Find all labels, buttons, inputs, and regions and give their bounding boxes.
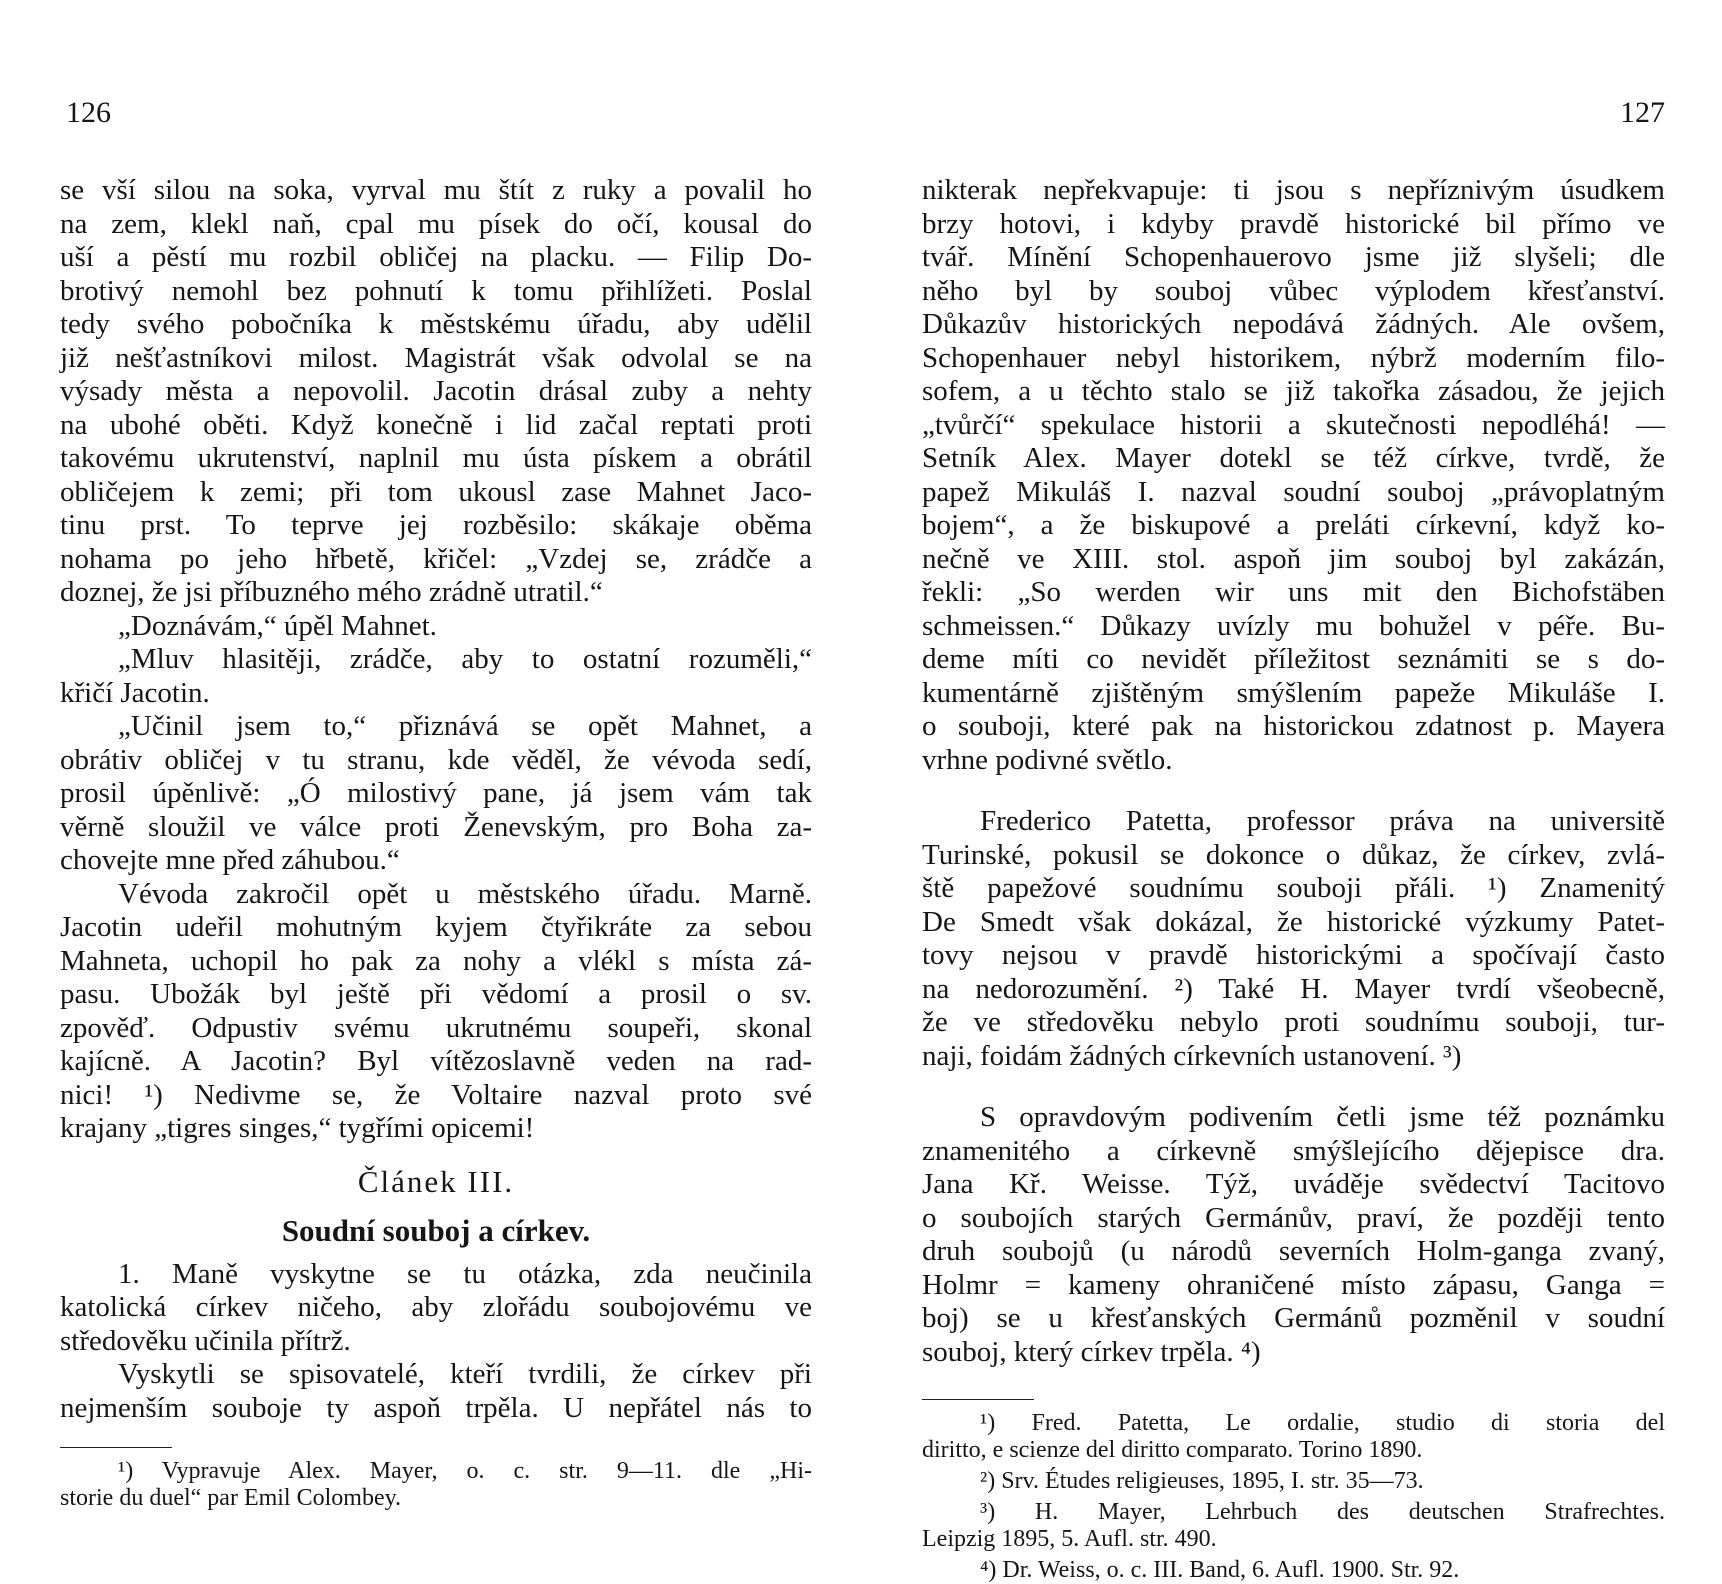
text-line: nohama po jeho hřbetě, křičel: „Vzdej se, zrádče a	[60, 542, 812, 575]
text-line: boj) se u křesťanských Germánů pozměnil v soudní	[922, 1302, 1665, 1334]
text-line: na zem, klekl naň, cpal mu písek do očí, kousal do	[60, 207, 812, 240]
text-line: kajícně. A Jacotin? Byl vítězoslavně veden na rad-	[60, 1045, 812, 1077]
footnotes	[922, 1410, 1665, 1584]
text-line: se vší silou na soka, vyrval mu štít z ruky a povalil ho	[60, 174, 812, 206]
text-line: na ubohé oběti. Když konečně i lid začal reptati proti	[60, 408, 812, 441]
text-line: uší a pěstí mu rozbil obličej na placku. — Filip Do-	[60, 241, 812, 273]
text-line: tovy nejsou v pravdě historickými a spočívají často	[922, 939, 1665, 971]
text-line: znamenitého a církevně smýšlejícího dějepisce dra.	[922, 1134, 1665, 1167]
text-line: prosil úpěnlivě: „Ó milostivý pane, já jsem vám tak	[60, 777, 812, 809]
footnote-line: diritto, e scienze del diritto comparato. Torino 1890.	[922, 1437, 1423, 1463]
text-line: o soubojích starých Germánův, praví, že později tento	[922, 1201, 1665, 1234]
footnote-line: ³) H. Mayer, Lehrbuch des deutschen Strafrechtes.	[980, 1499, 1665, 1525]
text-line: Jana Kř. Weisse. Týž, uváděje svědectví Tacitovo	[922, 1168, 1665, 1200]
text-line: kumentárně zjištěným smýšlením papeže Mikuláše I.	[922, 676, 1665, 709]
text-line: „Mluv hlasitěji, zrádče, aby to ostatní rozuměli,“	[118, 643, 812, 675]
text-line: „Doznávám,“ úpěl Mahnet.	[118, 609, 437, 642]
text-line: brotivý nemohl bez pohnutí k tomu přihlížeti. Poslal	[60, 274, 812, 307]
text-line: nečně ve XIII. stol. aspoň jim souboj byl zakázán,	[922, 542, 1665, 575]
text-line: doznej, že jsi příbuzného mého zrádně utratil.“	[60, 576, 603, 608]
text-line: schmeissen.“ Důkazy uvízly mu bohužel v péře. Bu-	[922, 609, 1665, 642]
text-line: nejmenším souboje ty aspoň trpěla. U nepřátel nás to	[60, 1391, 812, 1424]
text-line: středověku učinila přítrž.	[60, 1324, 351, 1357]
paragraph	[922, 805, 1665, 1073]
footnote-divider	[922, 1399, 1034, 1400]
text-line: Vyskytli se spisovatelé, kteří tvrdili, že církev při	[118, 1358, 812, 1390]
paragraph	[922, 1101, 1665, 1369]
footnotes	[60, 1458, 812, 1512]
footnote-line: ¹) Vypravuje Alex. Mayer, o. c. str. 9—11. dle „Hi-	[118, 1458, 812, 1484]
text-line: Turinské, pokusil se dokonce o důkaz, že církev, zvlá-	[922, 838, 1665, 871]
text-line: Mahneta, uchopil ho pak za nohy a vlékl s místa zá-	[60, 944, 812, 977]
text-line: Holmr = kameny ohraničené místo zápasu, Ganga =	[922, 1268, 1665, 1301]
text-line: Frederico Patetta, professor práva na universitě	[980, 805, 1665, 837]
text-line: řekli: „So werden wir uns mit den Bichofstäben	[922, 576, 1665, 608]
footnote-line: ²) Srv. Études religieuses, 1895, I. str. 35—73.	[980, 1468, 1424, 1494]
footnote-line: storie du duel“ par Emil Colombey.	[60, 1485, 402, 1511]
text-line: na nedorozumění. ²) Také H. Mayer tvrdí všeobecně,	[922, 972, 1665, 1005]
text-line: 1. Maně vyskytne se tu otázka, zda neučinila	[118, 1257, 812, 1290]
text-line: nici! ¹) Nedivme se, že Voltaire nazval proto své	[60, 1078, 812, 1111]
text-line: souboj, který církev trpěla. ⁴)	[922, 1335, 1261, 1368]
text-line: věrně sloužil ve válce proti Ženevským, pro Boha za-	[60, 810, 812, 843]
text-line: naji, foidám žádných církevních ustanovení. ³)	[922, 1039, 1462, 1072]
text-line: že ve středověku nebylo proti soudnímu souboji, tur-	[922, 1006, 1665, 1038]
text-line: ště papežové soudnímu souboji přáli. ¹) Znamenitý	[922, 872, 1665, 904]
text-line: Vévoda zakročil opět u městského úřadu. Marně.	[118, 877, 812, 910]
text-line: Důkazův historických nepodává žádných. Ale ovšem,	[922, 308, 1665, 340]
text-line: tvář. Mínění Schopenhauerovo jsme již slyšeli; dle	[922, 241, 1665, 273]
text-line: již nešťastníkovi milost. Magistrát však odvolal se na	[60, 341, 812, 374]
text-line: obličejem k zemi; při tom ukousl zase Mahnet Jaco-	[60, 475, 812, 508]
narrative-text	[60, 174, 812, 1146]
text-line: Jacotin udeřil mohutným kyjem čtyřikráte za sebou	[60, 911, 812, 943]
right-page-body	[922, 174, 1665, 1584]
text-line: obrátiv obličej v tu stranu, kde věděl, že vévoda sedí,	[60, 743, 812, 776]
text-line: o souboji, které pak na historickou zdatnost p. Mayera	[922, 710, 1665, 742]
footnote-line: Leipzig 1895, 5. Aufl. str. 490.	[922, 1526, 1217, 1552]
text-line: křičí Jacotin.	[60, 676, 210, 709]
left-page-body	[60, 174, 812, 1512]
text-line: výsady města a nepovolil. Jacotin drásal zuby a nehty	[60, 375, 812, 407]
text-line: něho byl by souboj vůbec výplodem křesťanství.	[922, 274, 1665, 307]
section-text	[60, 1258, 812, 1426]
text-line: S opravdovým podivením četli jsme též poznámku	[980, 1101, 1665, 1133]
text-line: druh soubojů (u národů severních Holm-ganga zvaný,	[922, 1235, 1665, 1267]
chapter-heading: Článek III.	[357, 1163, 515, 1199]
text-line: „Učinil jsem to,“ přiznává se opět Mahnet, a	[118, 710, 812, 742]
footnote-line: ⁴) Dr. Weiss, o. c. III. Band, 6. Aufl. 1900. Str. 92.	[980, 1557, 1460, 1583]
text-line: Schopenhauer nebyl historikem, nýbrž moderním filo-	[922, 341, 1665, 374]
text-line: papež Mikuláš I. nazval soudní souboj „právoplatným	[922, 475, 1665, 508]
footnote-line: ¹) Fred. Patetta, Le ordalie, studio di storia del	[980, 1410, 1665, 1436]
text-line: tinu prst. To teprve jej rozběsilo: skákaje oběma	[60, 509, 812, 541]
text-line: bojem“, a že biskupové a preláti církevní, když ko-	[922, 509, 1665, 541]
text-line: De Smedt však dokázal, že historické výzkumy Patet-	[922, 905, 1665, 938]
page-number: 126	[66, 96, 111, 129]
text-line: zpověď. Odpustiv svému ukrutnému soupeři, skonal	[60, 1011, 812, 1044]
text-line: pasu. Ubožák byl ještě při vědomí a prosil o sv.	[60, 978, 812, 1010]
text-line: brzy hotovi, i kdyby pravdě historické bil přímo ve	[922, 207, 1665, 240]
section-title: Soudní souboj a církev.	[281, 1212, 591, 1248]
text-line: nikterak nepřekvapuje: ti jsou s nepříznivým úsudkem	[922, 174, 1665, 206]
text-line: deme míti co nevidět příležitost seznámiti se s do-	[922, 643, 1665, 675]
text-line: katolická církev ničeho, aby zlořádu soubojovému ve	[60, 1291, 812, 1323]
text-line: tedy svého pobočníka k městskému úřadu, aby udělil	[60, 308, 812, 340]
text-line: chovejte mne před záhubou.“	[60, 844, 400, 876]
text-line: Setník Alex. Mayer dotekl se též církve, tvrdě, že	[922, 442, 1665, 474]
page-number: 127	[1620, 96, 1665, 129]
text-line: sofem, a u těchto stalo se již takořka zásadou, že jejich	[922, 375, 1665, 407]
text-line: takovému ukrutenství, naplnil mu ústa pískem a obrátil	[60, 442, 812, 474]
footnote-divider	[60, 1447, 172, 1448]
text-line: vrhne podivné světlo.	[922, 743, 1173, 776]
text-line: krajany „tigres singes,“ tygřími opicemi!	[60, 1112, 535, 1144]
paragraph	[922, 174, 1665, 777]
text-line: „tvůrčí“ spekulace historii a skutečnosti nepodléhá! —	[922, 408, 1665, 441]
